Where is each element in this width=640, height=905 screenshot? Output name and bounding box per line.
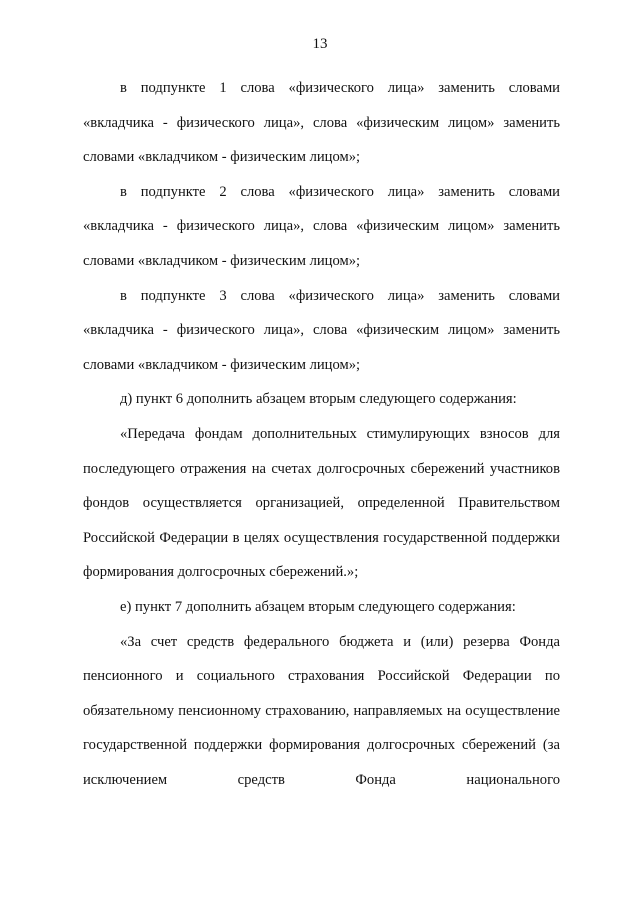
paragraph-quote-transfer: «Передача фондам дополнительных стимулирующих взносов для последующего отражения на счетах долгосрочных сбережений участников фондов осуществляется организацией, определенной Правительством Российской Федерации в целях осуществления государственной поддержки формирования долгосрочных сбережений.»; [83,425,560,581]
paragraph-subpoint-1: в подпункте 1 слова «физического лица» заменить словами «вкладчика - физического лица», слова «физическим лицом» заменить словами «вкладчиком - физическим лицом»; [83,80,560,166]
paragraph-item-d: д) пункт 6 дополнить абзацем вторым следующего содержания: [120,391,517,408]
paragraph-quote-budget: «За счет средств федерального бюджета и (или) резерва Фонда пенсионного и социального страхования Российской Федерации по обязательному пенсионному страхованию, направляемых на осуществление государственной поддержки формирования долгосрочных сбережений (за исключением средств Фонда национального [83,633,560,788]
paragraph-subpoint-3: в подпункте 3 слова «физического лица» заменить словами «вкладчика - физического лица», слова «физическим лицом» заменить словами «вкладчиком - физическим лицом»; [83,287,560,373]
paragraph-item-e: е) пункт 7 дополнить абзацем вторым следующего содержания: [120,598,516,615]
document-body [83,71,560,797]
page-number: 13 [312,36,328,52]
paragraph-subpoint-2: в подпункте 2 слова «физического лица» заменить словами «вкладчика - физического лица», слова «физическим лицом» заменить словами «вкладчиком - физическим лицом»; [83,183,560,269]
